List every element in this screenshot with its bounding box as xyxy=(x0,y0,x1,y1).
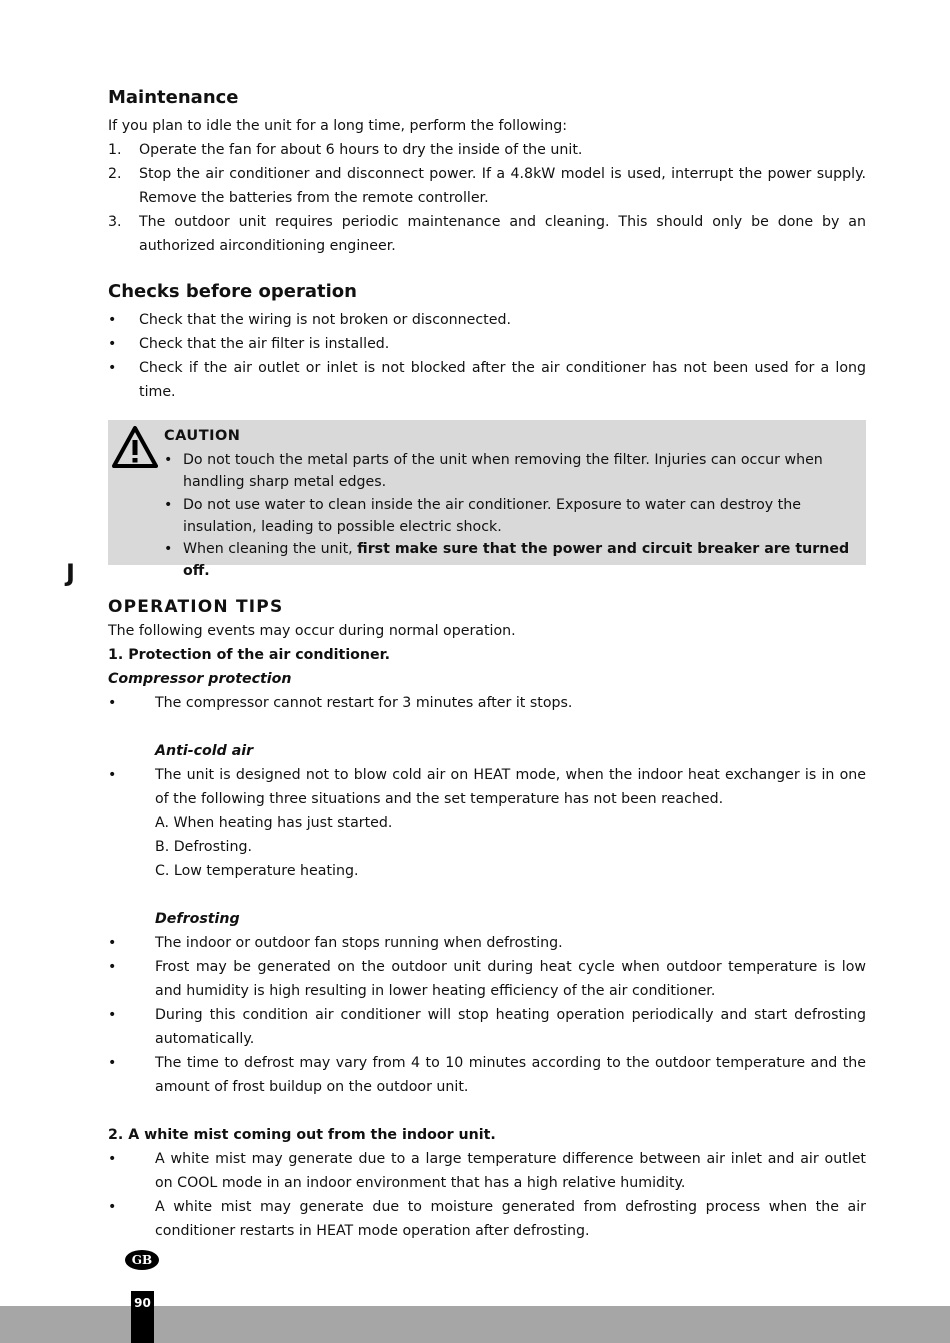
list-item: • Check that the air filter is installed. xyxy=(108,336,390,352)
compressor-title: Compressor protection xyxy=(108,671,292,687)
caution-title: CAUTION xyxy=(164,428,241,444)
list-item: • Frost may be generated on the outdoor unit during heat cycle when outdoor temperature is low and humidity is high resulting in lower heating efficiency of the air conditioner. xyxy=(108,959,866,999)
maintenance-list xyxy=(108,138,866,258)
caution-box xyxy=(108,420,866,580)
list-item: • A white mist may generate due to moisture generated from defrosting process when the air conditioner restarts in HEAT mode operation after defrosting. xyxy=(108,1199,866,1239)
list-item: A. When heating has just started. xyxy=(155,815,393,831)
list-item: • A white mist may generate due to a large temperature difference between air inlet and air outlet on COOL mode in an indoor environment that has a high relative humidity. xyxy=(108,1151,866,1191)
list-item: • Do not touch the metal parts of the unit when removing the filter. Injuries can occur when handling sharp metal edges. xyxy=(164,452,823,491)
section-title: OPERATION TIPS xyxy=(108,597,284,617)
compressor-list xyxy=(108,691,866,715)
list-item: • The compressor cannot restart for 3 minutes after it stops. xyxy=(108,695,573,711)
defrost-list xyxy=(108,931,866,1099)
list-item: B. Defrosting. xyxy=(155,839,253,855)
list-item: 2. Stop the air conditioner and disconnect power. If a 4.8kW model is used, interrupt the power supply. Remove the batteries from the remote controller. xyxy=(108,166,866,206)
list-item: • The unit is designed not to blow cold air on HEAT mode, when the indoor heat exchanger is in one of the following three situations and the set temperature has not been reached. xyxy=(108,767,866,807)
checks-list xyxy=(108,308,866,404)
anticold-list xyxy=(108,763,866,811)
anticold-title: Anti-cold air xyxy=(155,743,254,759)
list-item: 3. The outdoor unit requires periodic maintenance and cleaning. This should only be done by an authorized airconditioning engineer. xyxy=(108,214,866,254)
list-item: C. Low temperature heating. xyxy=(155,863,359,879)
page-content xyxy=(108,86,866,1243)
section-letter: J xyxy=(66,559,75,587)
page-number: 90 xyxy=(131,1291,154,1343)
list-item: • When cleaning the unit, first make sure that the power and circuit breaker are turned off. xyxy=(164,541,850,580)
language-badge: GB xyxy=(125,1250,159,1270)
list-item: • The indoor or outdoor fan stops running when defrosting. xyxy=(108,935,563,951)
list-item: • During this condition air conditioner will stop heating operation periodically and start defrosting automatically. xyxy=(108,1007,866,1047)
list-item: • The time to defrost may vary from 4 to 10 minutes according to the outdoor temperature and the amount of frost buildup on the outdoor unit. xyxy=(108,1055,866,1095)
maintenance-intro: If you plan to idle the unit for a long time, perform the following: xyxy=(108,118,568,134)
mist-list xyxy=(108,1147,866,1243)
caution-list xyxy=(164,449,854,583)
subsection-heading: 1. Protection of the air conditioner. xyxy=(108,647,391,663)
subsection-heading: 2. A white mist coming out from the indoor unit. xyxy=(108,1127,496,1143)
list-item: • Check if the air outlet or inlet is not blocked after the air conditioner has not been used for a long time. xyxy=(108,360,866,400)
checks-title: Checks before operation xyxy=(108,281,357,302)
maintenance-title: Maintenance xyxy=(108,87,239,108)
list-item: 1. Operate the fan for about 6 hours to dry the inside of the unit. xyxy=(108,142,583,158)
list-item: • Do not use water to clean inside the air conditioner. Exposure to water can destroy the insulation, leading to possible electric shock. xyxy=(164,496,801,535)
warning-triangle-icon xyxy=(112,426,158,468)
section-intro: The following events may occur during normal operation. xyxy=(108,623,516,639)
defrost-title: Defrosting xyxy=(155,911,240,927)
list-item: • Check that the wiring is not broken or disconnected. xyxy=(108,312,511,328)
